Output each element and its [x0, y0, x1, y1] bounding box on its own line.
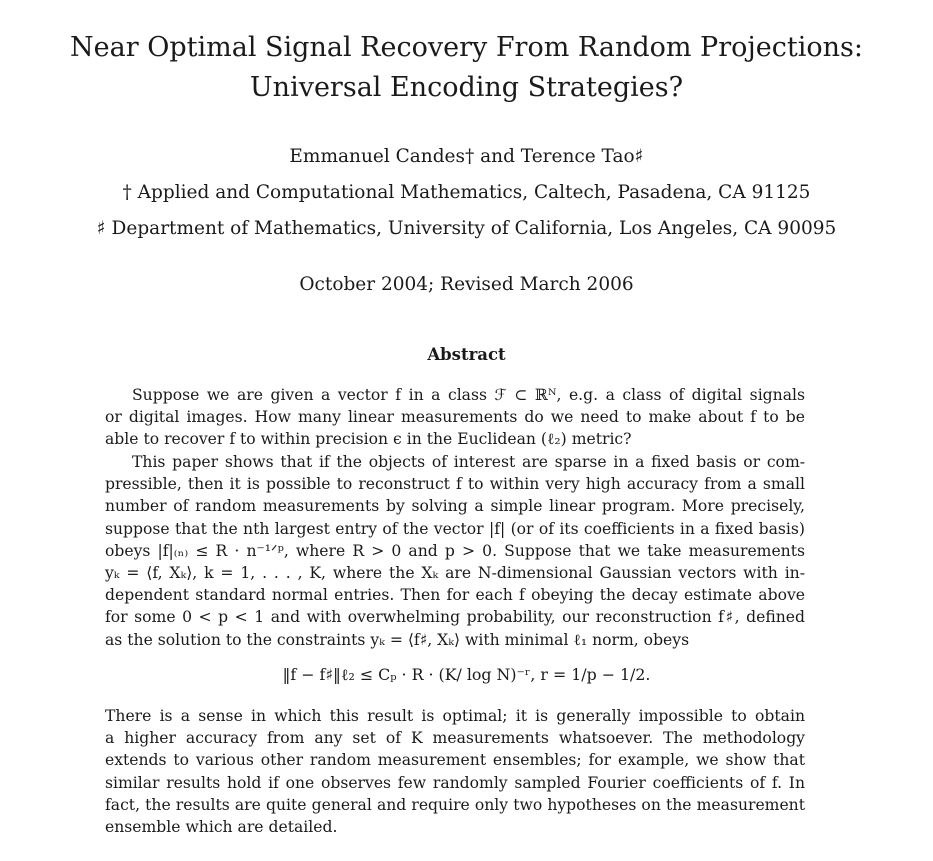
main-estimate-formula: ‖f − f♯‖ℓ₂ ≤ Cₚ · R · (K/ log N)⁻ʳ, r = 1/p − 1/2. [282, 665, 651, 684]
affiliation-caltech: † Applied and Computational Mathematics, Caltech, Pasadena, CA 91125 [122, 182, 811, 203]
abstract-paragraph-2 [105, 451, 805, 651]
affiliation-ucla: ♯ Department of Mathematics, University of California, Los Angeles, CA 90095 [96, 218, 837, 239]
abstract-line: pressible, then it is possible to reconstruct f to within very high accuracy from a small [105, 475, 805, 494]
abstract-line: ensemble which are detailed. [105, 817, 338, 836]
abstract-line: or digital images. How many linear measurements do we need to make about f to be [105, 408, 805, 427]
abstract-line: able to recover f to within precision ϵ in the Euclidean (ℓ₂) metric? [105, 430, 632, 449]
abstract-line: fact, the results are quite general and require only two hypotheses on the measurement [105, 795, 805, 814]
abstract-line: extends to various other random measurement ensembles; for example, we show that [105, 751, 805, 770]
paper-date: October 2004; Revised March 2006 [299, 274, 634, 295]
abstract-line: This paper shows that if the objects of interest are sparse in a fixed basis or com- [132, 453, 805, 471]
abstract-line: for some 0 < p < 1 and with overwhelming probability, our reconstruction f♯, defined [105, 608, 805, 627]
abstract-heading: Abstract [427, 345, 506, 364]
abstract-line: suppose that the nth largest entry of the vector |f| (or of its coefficients in a fixed basis) [105, 519, 805, 538]
abstract-line: number of random measurements by solving a simple linear program. More precisely, [105, 497, 805, 516]
abstract-paragraph-3 [105, 705, 805, 838]
abstract-line: Suppose we are given a vector f in a class ℱ ⊂ ℝᴺ, e.g. a class of digital signals [132, 386, 805, 404]
abstract-line: yₖ = ⟨f, Xₖ⟩, k = 1, . . . , K, where the Xₖ are N-dimensional Gaussian vectors with in- [105, 563, 805, 582]
abstract-line: as the solution to the constraints yₖ = ⟨f♯, Xₖ⟩ with minimal ℓ₁ norm, obeys [105, 630, 690, 649]
abstract-line: dependent standard normal entries. Then for each f obeying the decay estimate above [105, 586, 805, 605]
abstract-line: There is a sense in which this result is optimal; it is generally impossible to obtain [105, 707, 805, 725]
abstract-paragraph-1 [105, 384, 805, 451]
title-line-1: Near Optimal Signal Recovery From Random Projections: [70, 32, 863, 63]
abstract-line: obeys |f|₍ₙ₎ ≤ R · n⁻¹ᐟᵖ, where R > 0 and p > 0. Suppose that we take measurements [105, 541, 805, 560]
authors: Emmanuel Candes† and Terence Tao♯ [289, 146, 644, 167]
paper-title [0, 28, 933, 108]
abstract-line: a higher accuracy from any set of K measurements whatsoever. The methodology [105, 729, 805, 748]
title-line-2: Universal Encoding Strategies? [249, 72, 684, 103]
abstract-line: similar results hold if one observes few randomly sampled Fourier coefficients of f. In [105, 773, 805, 792]
